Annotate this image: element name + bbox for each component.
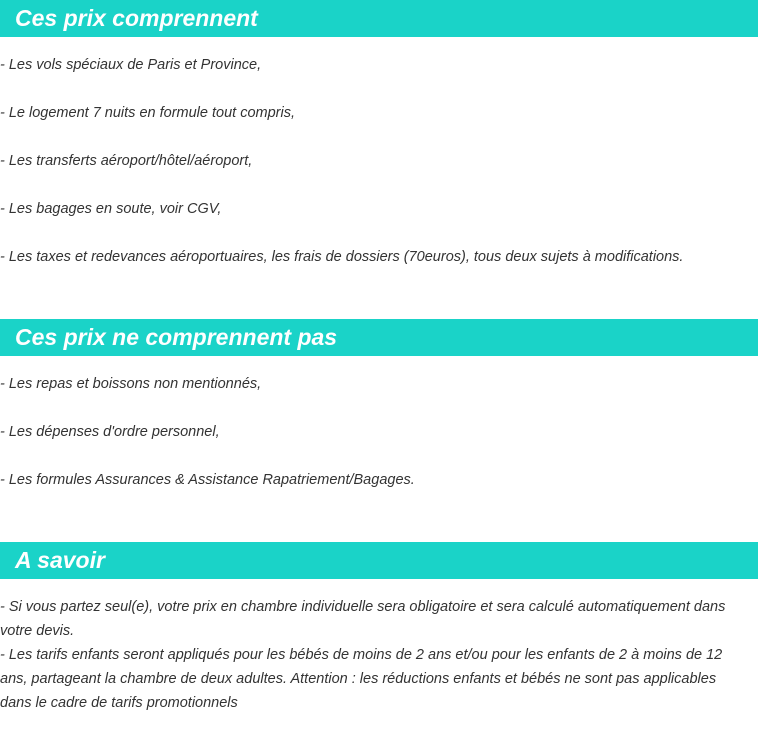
not-included-item: - Les formules Assurances & Assistance Rapatriement/Bagages. (0, 472, 415, 488)
included-item: - Les vols spéciaux de Paris et Province, (0, 57, 262, 73)
info-paragraph: - Les tarifs enfants seront appliqués pour les bébés de moins de 2 ans et/ou pour les enfants de 2 à moins de 12 ans, partageant la chambre de deux adultes. Attention : les réductions enfants et bébés ne sont pas applicables dans le cadre de tarifs promotionnels (0, 647, 723, 711)
included-item: - Les taxes et redevances aéroportuaires, les frais de dossiers (70euros), tous deux sujets à modifications. (0, 249, 684, 265)
section-header-not-included: Ces prix ne comprennent pas (0, 319, 758, 356)
not-included-item: - Les dépenses d'ordre personnel, (0, 424, 220, 440)
included-item: - Les bagages en soute, voir CGV, (0, 201, 222, 217)
not-included-item: - Les repas et boissons non mentionnés, (0, 376, 262, 392)
info-paragraph: - Si vous partez seul(e), votre prix en chambre individuelle sera obligatoire et sera calculé automatiquement dans votre devis. (0, 599, 726, 639)
included-item: - Les transferts aéroport/hôtel/aéroport, (0, 153, 253, 169)
section-header-a-savoir: A savoir (0, 542, 758, 579)
section-header-included: Ces prix comprennent (0, 0, 758, 37)
included-item: - Le logement 7 nuits en formule tout compris, (0, 105, 295, 121)
